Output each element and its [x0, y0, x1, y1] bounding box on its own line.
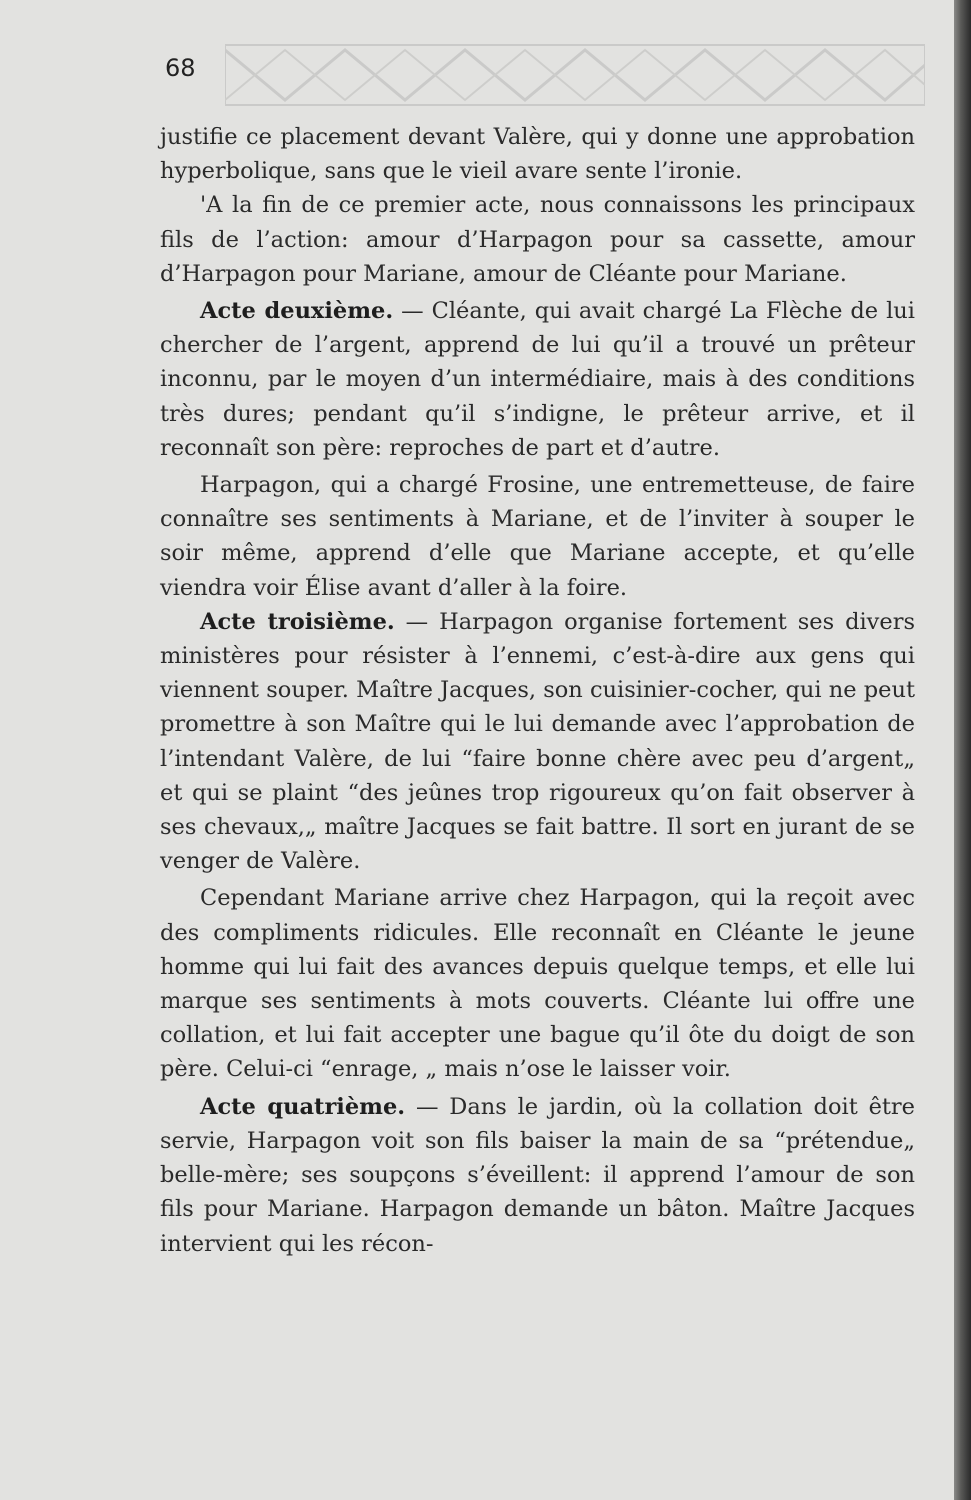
paragraph-text: justifie ce placement devant Valère, qui y donne une approbation hyperbolique, sans que le vieil avare sente l’ironie.: [160, 124, 915, 185]
paragraph: [160, 468, 915, 605]
paragraph-text: — Dans le jardin, où la collation doit être servie, Harpagon voit son fils baiser la main de sa “prétendue„ belle-mère; ses soupçons s’éveillent: il apprend l’amour de son fils pour Mariane. Harpagon demande un bâton. Maître Jacques intervient qui les récon-: [160, 1093, 915, 1257]
paragraph-text: Harpagon, qui a chargé Frosine, une entremetteuse, de faire connaître ses sentiments à Mariane, et de l’inviter à souper le soir même, apprend d’elle que Mariane accepte, et qu’elle viendra voir Élise avant d’aller à la foire.: [160, 472, 915, 601]
paragraph: [160, 188, 915, 291]
paragraph-text: — Cléante, qui avait chargé La Flèche de lui chercher de l’argent, apprend de lui qu’il a trouvé un prêteur inconnu, par le moyen d’un intermédiaire, mais à des conditions très dures; pendant qu’il s’indigne, le prêteur arrive, et il reconnaît son père: reproches de part et d’autre.: [160, 298, 915, 461]
paragraph: [160, 1090, 915, 1261]
page-number: 68: [165, 54, 196, 82]
paragraph: [160, 881, 915, 1086]
header-ornament: [225, 40, 925, 110]
paragraph-text: — Harpagon organise fortement ses divers ministères pour résister à l’ennemi, c’est-à-dire aux gens qui viennent souper. Maître Jacques, son cuisinier-cocher, qui ne peut promettre à son Maître qui le lui demande avec l’approbation de l’intendant Valère, de lui “faire bonne chère avec peu d’argent„ et qui se plaint “des jeûnes trop rigoureux qu’on fait observer à ses chevaux,„ maître Jacques se fait battre. Il sort en jurant de se venger de Valère.: [160, 608, 915, 875]
paragraph: [160, 294, 915, 465]
paragraph: [160, 605, 915, 879]
act-heading: Acte deuxième.: [200, 298, 394, 325]
paragraph-text: 'A la fin de ce premier acte, nous connaissons les principaux fils de l’action: amour d’Harpagon pour sa cassette, amour d’Harpagon pour Mariane, amour de Cléante pour Mariane.: [160, 192, 915, 287]
act-heading: Acte quatrième.: [200, 1093, 406, 1120]
body-text: [160, 120, 915, 1261]
paragraph-text: Cependant Mariane arrive chez Harpagon, qui la reçoit avec des compliments ridicules. Elle reconnaît en Cléante le jeune homme qui lui fait des avances depuis quelque temps, et elle lui marque ses sentiments à mots couverts. Cléante lui offre une collation, et lui fait accepter une bague qu’il ôte du doigt de son père. Celui-ci “enrage, „ mais n’ose le laisser voir.: [160, 885, 915, 1083]
page-edge-shadow: [954, 0, 971, 1500]
paragraph: [160, 120, 915, 188]
act-heading: Acte troisième.: [200, 608, 395, 635]
